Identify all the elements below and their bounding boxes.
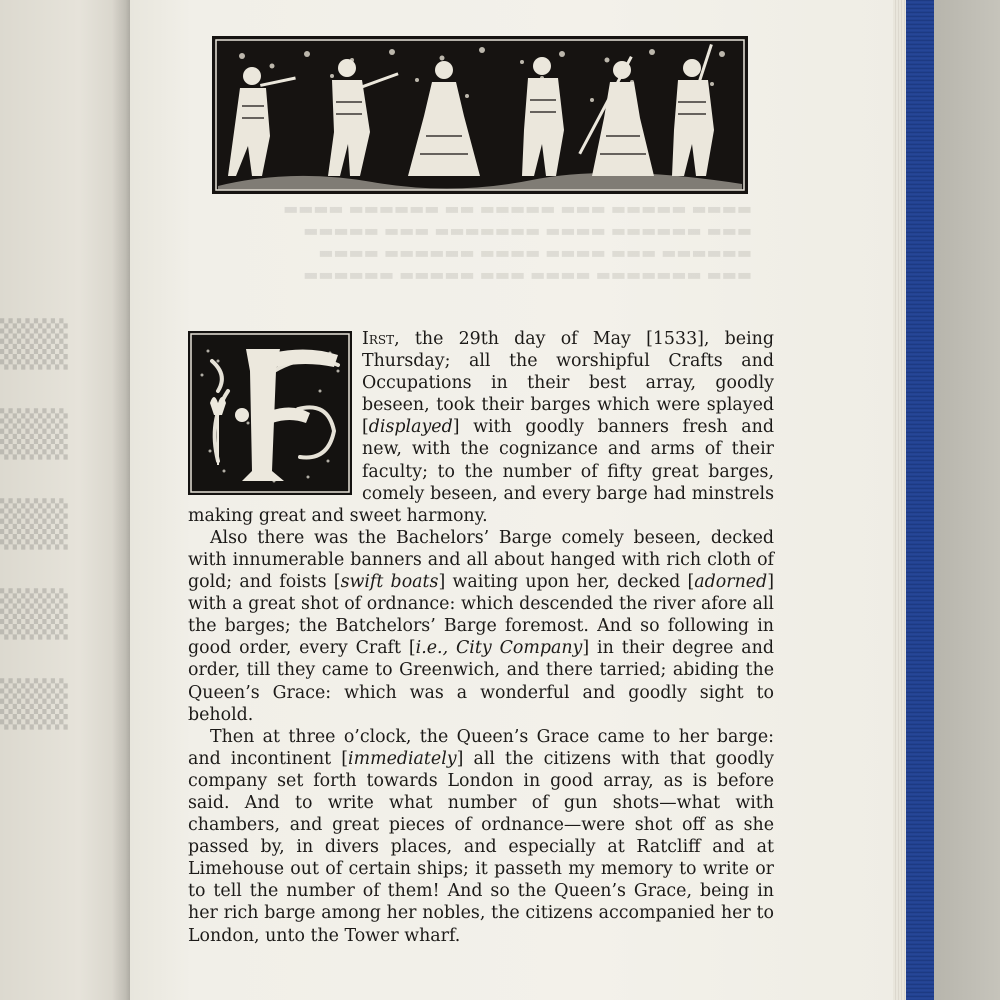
drop-cap-illustration — [188, 331, 352, 495]
text-run: ] with a great shot of ordnance: which descended the river afore all the barges; the Batchelors’ Barge foremost. And so following in good order, every Craft [ — [188, 572, 774, 659]
page-edges — [893, 0, 907, 1000]
text-run: ] waiting upon her, decked [ — [438, 572, 695, 593]
editorial-gloss: swift boats — [340, 572, 439, 593]
body-text — [188, 328, 774, 947]
small-caps-lead: I — [362, 329, 369, 349]
table-surface — [934, 0, 1000, 1000]
text-run: ] all the citizens with that goodly company set forth towards London in good array, as is before said. And to write what number of gun shots—what with chambers, and great pieces of ordnance—were shot off as she passed by, in divers places, and especially at Ratcliff and at Limehouse out of certain ships; it passeth my memory to write or to tell the number of them! And so the Queen’s Grace, being in her rich barge among her nobles, the citizens accompanied her to London, unto the Tower wharf. — [188, 748, 774, 946]
text-run: , the 29th day of May [1533], being Thursday; all the worshipful Crafts and Occupations in their best array, goodly beseen, took their barges which were splayed [ — [362, 329, 774, 438]
facing-page-bleed: ▒▒ ▒▒ ▒▒ ▒▒ ▒▒ — [0, 319, 68, 730]
headpiece-illustration — [212, 36, 748, 194]
text-run: ] with goodly banners fresh and new, with the cognizance and arms of their faculty; to the number of fifty great barges, comely beseen, and every barge had minstrels making great and sweet harmony. — [188, 417, 774, 526]
editorial-gloss: immediately — [348, 748, 457, 769]
paragraph-3 — [188, 726, 774, 947]
text-run: Then at three o’clock, the Queen’s Grace came to her barge: and incontinent [ — [188, 726, 774, 769]
text-run: Also there was the Bachelors’ Barge comely beseen, decked with innumerable banners and all about hanged with rich cloth of gold; and foists [ — [188, 527, 774, 593]
blue-cloth-cover — [906, 0, 934, 1000]
woodcut-headpiece — [212, 36, 748, 194]
editorial-gloss: displayed — [368, 417, 453, 438]
show-through-text: ▬▬▬▬ ▬▬▬▬▬ ▬▬▬ ▬▬▬▬▬ ▬▬ ▬▬▬▬▬▬ ▬▬▬▬ ▬▬▬ ▬▬▬▬▬▬ ▬▬▬▬ ▬▬▬▬▬▬▬ ▬▬▬ ▬▬▬▬▬ ▬▬▬▬▬▬ ▬▬▬ ▬▬▬▬ ▬▬▬▬ ▬▬▬▬▬▬ ▬▬▬▬ ▬▬▬ ▬▬▬▬▬▬▬ ▬▬▬▬ ▬▬▬ ▬▬▬▬▬ ▬▬▬▬▬▬ — [283, 199, 752, 284]
paragraph-2 — [188, 527, 774, 726]
drop-cap-f — [188, 331, 352, 495]
editorial-gloss: i.e., City Company — [415, 638, 583, 659]
small-caps-run: rst — [368, 329, 395, 349]
editorial-gloss: adorned — [694, 572, 768, 593]
text-run: ] in their degree and order, till they came to Greenwich, and there tarried; abiding the Queen’s Grace: which was a wonderful and goodly sight to behold. — [188, 638, 775, 725]
